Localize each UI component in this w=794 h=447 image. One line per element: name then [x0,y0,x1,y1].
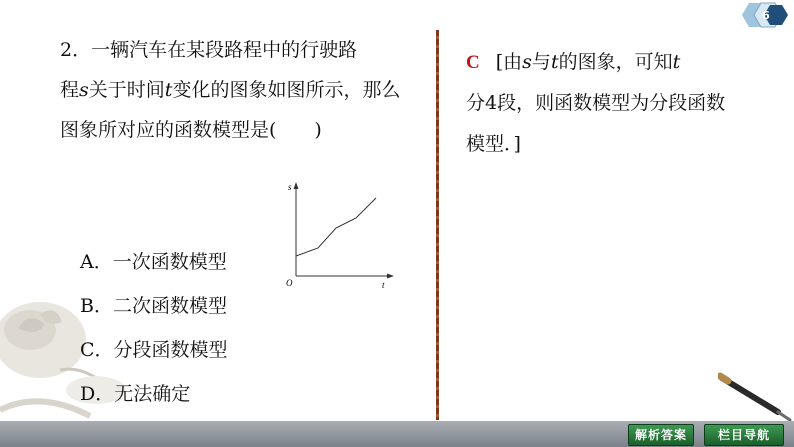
variable-s: s [79,79,89,101]
variable-s: s [522,51,532,73]
section-navigation-button[interactable]: 栏目导航 [704,424,784,446]
x-axis-label: t [382,280,385,290]
answer-letter: C [466,52,480,73]
answer-text-part: 的图象，可知 [558,51,673,73]
question-line-2 [60,70,432,110]
origin-label: O [286,278,293,288]
column-divider [436,30,439,420]
brush-pen-icon [718,368,794,424]
variable-t: t [550,51,559,73]
option-d[interactable]: D．无法确定 [80,383,191,405]
option-a[interactable]: A．一次函数模型 [80,251,227,273]
question-text [60,30,432,150]
options-list [80,240,228,416]
answer-explanation [466,42,776,165]
question-line-1: 2．一辆汽车在某段路程中的行驶路 [60,39,358,61]
variable-t: t [164,79,173,101]
answer-line-2: 分4段，则函数模型为分段函数 [466,92,726,114]
question-text-part: 程 [60,79,80,101]
question-text-part: 关于时间 [88,79,165,101]
answer-analysis-button[interactable]: 解析答案 [628,424,694,446]
answer-line-1 [466,42,776,83]
answer-line-3: 模型．] [466,133,521,155]
y-axis-label: s [288,182,292,192]
question-text-part: 变化的图象如图所示，那么 [172,79,401,101]
distance-time-graph [280,176,400,296]
page-number: 6 [762,9,770,22]
variable-t: t [672,51,681,73]
question-line-3: 图象所对应的函数模型是( ) [60,119,322,141]
option-c[interactable]: C．分段函数模型 [80,339,228,361]
answer-text-part: 与 [531,51,551,73]
option-b[interactable]: B．二次函数模型 [80,295,227,317]
answer-text-part: [由 [495,51,523,73]
